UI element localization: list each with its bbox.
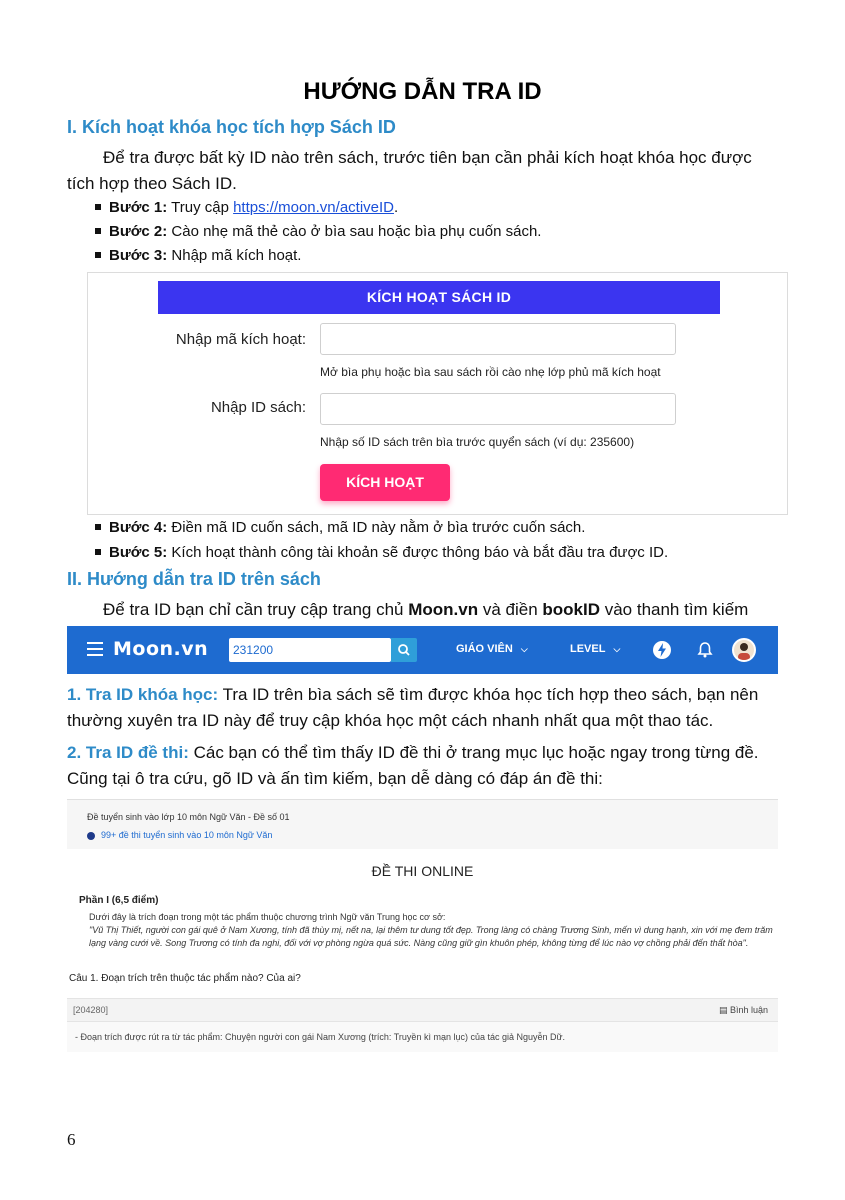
moon-navbar: [67, 626, 778, 674]
section-2-item-1: [67, 682, 782, 734]
step-1: [95, 199, 398, 216]
chevron-down-icon: ⌵: [520, 644, 528, 654]
step-3-text: Nhập mã kích hoạt.: [171, 247, 302, 264]
step-3-label: Bước 3:: [109, 247, 168, 264]
search-icon: [391, 638, 417, 662]
step-5: [95, 544, 668, 561]
exam-link-text: 99+ đề thi tuyển sinh vào 10 môn Ngữ Văn: [101, 830, 273, 840]
item-1-text: Tra ID trên bìa sách sẽ tìm được khóa học tích hợp theo sách, bạn nên thường xuyên tra ID này để truy cập khóa học một cách nhanh nhất qua một thao tác.: [67, 685, 759, 730]
activate-button[interactable]: KÍCH HOẠT: [320, 464, 450, 501]
bolt-icon[interactable]: [652, 640, 672, 660]
step-2: [95, 223, 541, 240]
menu-icon[interactable]: [87, 642, 103, 656]
exam-question: Câu 1. Đoạn trích trên thuộc tác phẩm nào? Của ai?: [67, 967, 778, 991]
bookid-term: bookID: [542, 600, 600, 619]
search-input[interactable]: 231200: [229, 638, 391, 662]
exam-part: Phần I (6,5 điểm): [79, 895, 159, 906]
menu-level-label: LEVEL: [570, 643, 606, 655]
section-1-intro-text: Để tra được bất kỳ ID nào trên sách, trước tiên bạn cần phải kích hoạt khóa học được tích hợp theo Sách ID.: [67, 148, 752, 193]
avatar[interactable]: [732, 638, 756, 662]
bullet-mark: [95, 204, 101, 210]
step-2-text: Cào nhẹ mã thẻ cào ở bìa sau hoặc bìa phụ cuốn sách.: [171, 223, 542, 240]
step-2-label: Bước 2:: [109, 223, 168, 240]
search-button[interactable]: [391, 638, 417, 662]
play-icon: [87, 832, 95, 840]
menu-teacher-label: GIÁO VIÊN: [456, 643, 513, 655]
bullet-mark: [95, 252, 101, 258]
step-1-text: Truy cập: [171, 199, 234, 216]
id-label: Nhập ID sách:: [210, 399, 306, 416]
activation-form: [87, 272, 788, 515]
code-input[interactable]: [320, 323, 676, 355]
exam-passage: [89, 911, 779, 950]
section-2-intro: [67, 597, 782, 623]
code-hint: Mở bìa phụ hoặc bìa sau sách rồi cào nhẹ lớp phủ mã kích hoạt: [320, 365, 661, 379]
exam-breadcrumb: Đề tuyển sinh vào lớp 10 môn Ngữ Văn - Đề số 01: [87, 812, 290, 822]
step-3: [95, 247, 301, 264]
exam-topbar: [67, 799, 778, 849]
step-4-text: Điền mã ID cuốn sách, mã ID này nằm ở bìa trước cuốn sách.: [171, 519, 586, 536]
bullet-mark: [95, 524, 101, 530]
chevron-down-icon: ⌵: [613, 644, 621, 654]
exam-screenshot: [67, 799, 778, 1059]
id-input[interactable]: [320, 393, 676, 425]
question-id: [204280]: [73, 1005, 109, 1015]
bell-icon[interactable]: [695, 640, 715, 660]
activate-link[interactable]: https://moon.vn/activeID: [233, 199, 394, 216]
item-2-label: 2. Tra ID đề thi:: [67, 743, 189, 762]
exam-passage-text: "Vũ Thị Thiết, người con gái quê ở Nam Xương, tính đã thùy mị, nết na, lại thêm tư dung tốt đẹp. Trong làng có chàng Trương Sinh, mến vì dung hạnh, xin với mẹ đem trăm lạng vàng cưới về. Song Trương có tính đa nghi, đối với vợ phòng ngừa quá sức. Nàng cũng giữ gìn khuôn phép, không từng để lúc nào vợ chồng phải đến thất hòa".: [89, 925, 773, 948]
id-hint: Nhập số ID sách trên bìa trước quyển sách (ví dụ: 235600): [320, 435, 635, 449]
moon-logo[interactable]: Moon.vn: [113, 638, 209, 660]
menu-teacher[interactable]: [456, 643, 528, 655]
section-1-intro: [67, 145, 782, 197]
section-2-item-2: [67, 740, 782, 792]
menu-level[interactable]: [570, 643, 620, 655]
section-2-heading: II. Hướng dẫn tra ID trên sách: [67, 569, 321, 589]
exam-answer: - Đoạn trích được rút ra từ tác phẩm: Chuyện người con gái Nam Xương (trích: Truyền kì mạn lục) của tác giả Nguyễn Dữ.: [67, 1022, 778, 1052]
item-2-text: Các bạn có thể tìm thấy ID đề thi ở trang mục lục hoặc ngay trong từng đề. Cũng tại ô tra cứu, gõ ID và ấn tìm kiếm, bạn dễ dàng có đáp án đề thi:: [67, 743, 759, 788]
section-2-intro-middle: và điền: [478, 600, 543, 619]
step-5-text: Kích hoạt thành công tài khoản sẽ được thông báo và bắt đầu tra được ID.: [171, 544, 669, 561]
section-2-intro-before: Để tra ID bạn chỉ cần truy cập trang chủ: [103, 600, 409, 619]
exam-question-bar: [67, 998, 778, 1022]
section-1-heading: I. Kích hoạt khóa học tích hợp Sách ID: [67, 117, 396, 137]
code-label: Nhập mã kích hoạt:: [175, 331, 306, 348]
bullet-mark: [95, 228, 101, 234]
step-4: [95, 519, 585, 536]
exam-title: ĐỀ THI ONLINE: [371, 863, 474, 879]
page-title: HƯỚNG DẪN TRA ID: [303, 78, 542, 105]
avatar-image-icon: [734, 640, 754, 660]
page-number: 6: [67, 1130, 76, 1149]
exam-link[interactable]: [87, 830, 272, 840]
step-1-after: .: [394, 199, 399, 216]
step-4-label: Bước 4:: [109, 519, 168, 536]
comment-label: Bình luận: [729, 1005, 768, 1015]
site-name: Moon.vn: [408, 600, 479, 619]
comment-button[interactable]: [719, 1005, 768, 1016]
bullet-mark: [95, 549, 101, 555]
section-2-intro-after: vào thanh tìm kiếm: [599, 600, 749, 619]
step-5-label: Bước 5:: [109, 544, 168, 561]
step-1-label: Bước 1:: [109, 199, 168, 216]
item-1-label: 1. Tra ID khóa học:: [67, 685, 219, 704]
form-header: KÍCH HOẠT SÁCH ID: [158, 281, 720, 314]
exam-lead: Dưới đây là trích đoạn trong một tác phẩm thuộc chương trình Ngữ văn Trung học cơ sở:: [89, 912, 446, 922]
comment-icon: ▤: [718, 1005, 730, 1015]
